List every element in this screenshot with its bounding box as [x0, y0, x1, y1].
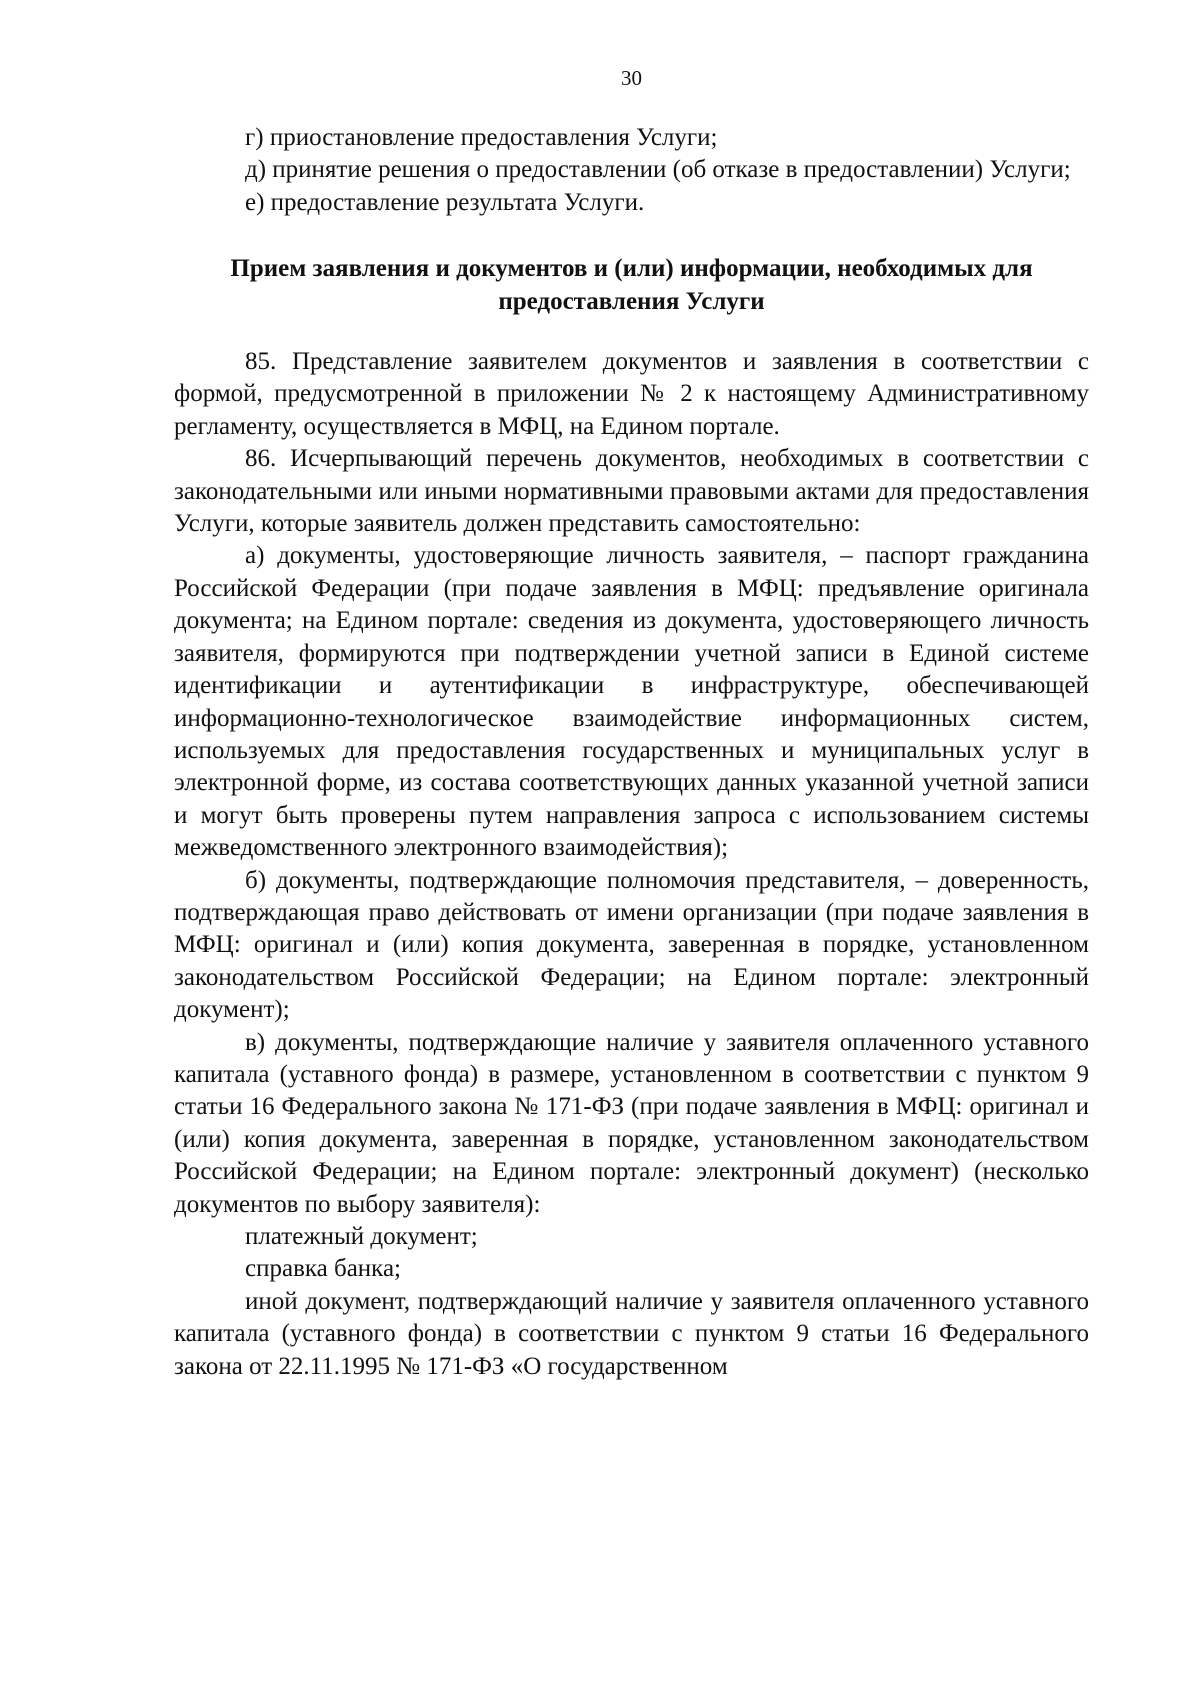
paragraph-item-d: д) принятие решения о предоставлении (об отказе в предоставлении) Услуги; — [245, 156, 1071, 184]
paragraph-85: 85. Представление заявителем документов и заявления в соответствии с формой, предусмотренной в приложении № 2 к настоящему Административному регламенту, осуществляется в МФЦ, на Едином портале. — [174, 348, 1089, 440]
section-heading: Прием заявления и документов и (или) информации, необходимых для предоставления Услуги — [230, 255, 1033, 315]
paragraph-item-b: б) документы, подтверждающие полномочия представителя, – доверенность, подтверждающая право действовать от имени организации (при подаче заявления в МФЦ: оригинал и (или) копия документа, заверенная в порядке, установленном законодательством Российской Федерации; на Едином портале: электронный документ); — [174, 866, 1089, 1024]
paragraph-item-g: г) приостановление предоставления Услуги; — [245, 124, 718, 151]
list-item-bank-statement: справка банка; — [245, 1255, 401, 1283]
list-item-other-document: иной документ, подтверждающий наличие у заявителя оплаченного уставного капитала (уставного фонда) в соответствии с пунктом 9 статьи 16 Федерального закона от 22.11.1995 № 171-ФЗ «О государственном — [174, 1287, 1089, 1380]
paragraph-86: 86. Исчерпывающий перечень документов, необходимых в соответствии с законодательными или иными нормативными правовыми актами для предоставления Услуги, которые заявитель должен представить самостоятельно: — [174, 445, 1089, 538]
paragraph-item-a: а) документы, удостоверяющие личность заявителя, – паспорт гражданина Российской Федерации (при подаче заявления в МФЦ: предъявление оригинала документа; на Едином портале: сведения из документа, удостоверяющего личность заявителя, формируются при подтверждении учетной записи в Единой системе идентификации и аутентификации в инфраструктуре, обеспечивающей информационно-технологическое взаимодействие информационных систем, используемых для предоставления государственных и муниципальных услуг в электронной форме, из состава соответствующих данных указанной учетной записи и могут быть проверены путем направления запроса с использованием системы межведомственного электронного взаимодействия); — [174, 542, 1089, 862]
paragraph-item-v: в) документы, подтверждающие наличие у заявителя оплаченного уставного капитала (уставного фонда) в размере, установленном в соответствии с пунктом 9 статьи 16 Федерального закона № 171-ФЗ (при подаче заявления в МФЦ: оригинал и (или) копия документа, заверенная в порядке, установленном законодательством Российской Федерации; на Едином портале: электронный документ) (несколько документов по выбору заявителя): — [174, 1028, 1089, 1218]
paragraph-item-e: е) предоставление результата Услуги. — [245, 188, 645, 216]
page-number: 30 — [621, 66, 642, 90]
list-item-payment-document: платежный документ; — [245, 1223, 478, 1250]
